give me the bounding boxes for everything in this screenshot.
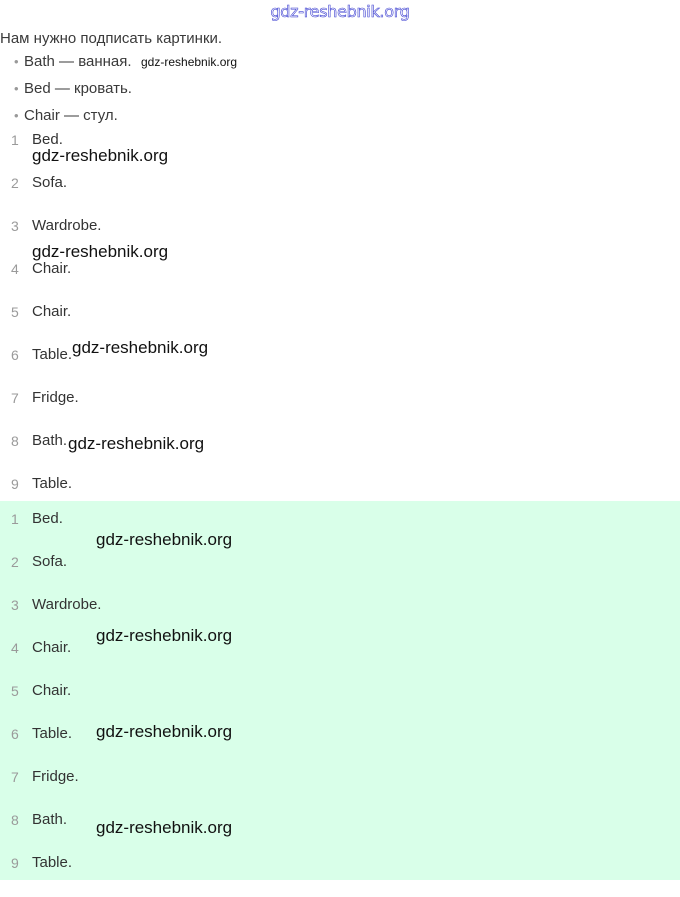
watermark: gdz-reshebnik.org [68,434,205,453]
answer-list [0,131,680,518]
watermark: gdz-reshebnik.org [96,722,233,741]
item-number: 6 [11,726,19,742]
watermark: gdz-reshebnik.org [96,818,233,837]
item-number: 4 [11,640,19,656]
item-word: Bath. [32,811,68,828]
bullet-icon: • [14,108,19,123]
item-word: Bed. [32,510,63,527]
watermark: gdz-reshebnik.org [96,626,233,645]
item-number: 7 [11,769,19,785]
item-word: Sofa. [32,174,68,191]
item-number: 4 [11,261,19,277]
watermark: gdz-reshebnik.org [96,530,233,549]
item-word: Bed. [32,131,63,148]
item-number: 2 [11,175,19,191]
vocabulary-list [14,51,132,132]
item-number: 3 [11,597,19,613]
item-number: 3 [11,218,19,234]
item-word: Chair. [32,639,72,656]
item-word: Bath. [32,432,68,449]
list-item [0,260,680,303]
item-number: 6 [11,347,19,363]
item-word: Chair. [32,682,72,699]
list-item [0,682,680,725]
item-word: Table. [32,854,73,871]
item-number: 2 [11,554,19,570]
list-item [0,174,680,217]
intro-text: Нам нужно подписать картинки. [0,30,223,47]
item-word: Wardrobe. [32,217,102,234]
item-number: 9 [11,476,19,492]
item-word: Table. [32,725,73,742]
item-word: Table. [32,346,73,363]
item-word: Chair. [32,260,72,277]
vocabulary-item [14,78,132,105]
item-word: Sofa. [32,553,68,570]
item-word: Chair. [32,303,72,320]
watermark: gdz-reshebnik.org [32,146,169,165]
list-item [0,553,680,596]
vocabulary-text: Chair — стул. [24,107,118,124]
vocabulary-item [14,51,132,78]
watermark: gdz-reshebnik.org [72,338,209,357]
bullet-icon: • [14,81,19,96]
vocabulary-text: Bath — ванная. [24,53,132,70]
item-word: Table. [32,475,73,492]
item-word: Fridge. [32,768,79,785]
site-logo[interactable]: gdz-reshebnik.org [270,2,410,21]
answer-box-list [0,510,680,897]
item-number: 8 [11,433,19,449]
item-word: Fridge. [32,389,79,406]
item-number: 5 [11,683,19,699]
vocabulary-text: Bed — кровать. [24,80,132,97]
item-word: Wardrobe. [32,596,102,613]
item-number: 1 [11,132,19,148]
site-header [0,0,680,26]
list-item [0,768,680,811]
item-number: 1 [11,511,19,527]
watermark: gdz-reshebnik.org [141,55,238,69]
item-number: 7 [11,390,19,406]
list-item [0,389,680,432]
list-item [0,854,680,897]
item-number: 5 [11,304,19,320]
item-number: 9 [11,855,19,871]
item-number: 8 [11,812,19,828]
bullet-icon: • [14,54,19,69]
watermark: gdz-reshebnik.org [32,242,169,261]
vocabulary-item [14,105,132,132]
